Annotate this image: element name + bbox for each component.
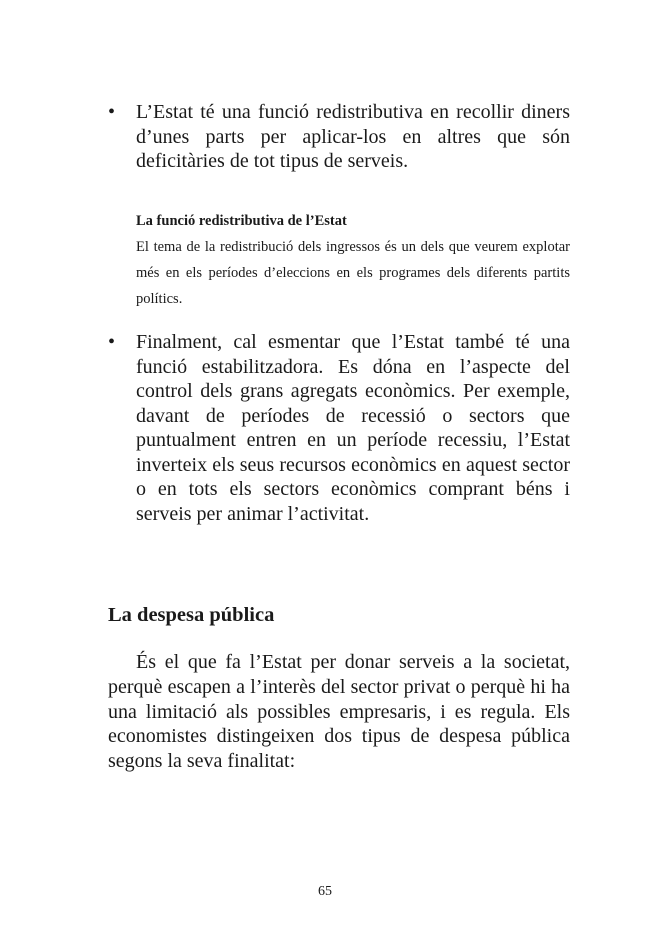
bullet-text: Finalment, cal esmentar que l’Estat també té una funció estabilitzadora. Es dóna en l’aspecte del control dels grans agregats econòmics. Per exemple, davant de períodes de recessió o sectors que puntualment entren en un període recessiu, l’Estat inverteix els seus recursos econòmics en aquest sector o en tots els sectors econòmics comprant béns i serveis per animar l’activitat.	[136, 331, 570, 525]
bullet-mark: •	[108, 331, 116, 353]
bullet-item	[108, 100, 570, 174]
sidebox	[136, 208, 570, 312]
sidebox-title: La funció redistributiva de l’Estat	[136, 213, 347, 229]
sidebox-text: El tema de la redistribució dels ingressos és un dels que veurem explotar més en els períodes d’eleccions en els programes dels diferents partits polítics.	[136, 239, 570, 307]
body-paragraph: És el que fa l’Estat per donar serveis a la societat, perquè escapen a l’interès del sector privat o perquè hi ha una limitació als possibles empresaris, i es regula. Els economistes distingeixen dos tipus de despesa pública segons la seva finalitat:	[108, 651, 570, 773]
bullet-text: L’Estat té una funció redistributiva en recollir diners d’unes parts per aplicar-los en altres que són deficitàries de tot tipus de serveis.	[136, 101, 570, 172]
page-number: 65	[318, 884, 332, 899]
bullet-item	[108, 330, 570, 526]
section-heading: La despesa pública	[108, 604, 275, 626]
bullet-mark: •	[108, 101, 116, 123]
